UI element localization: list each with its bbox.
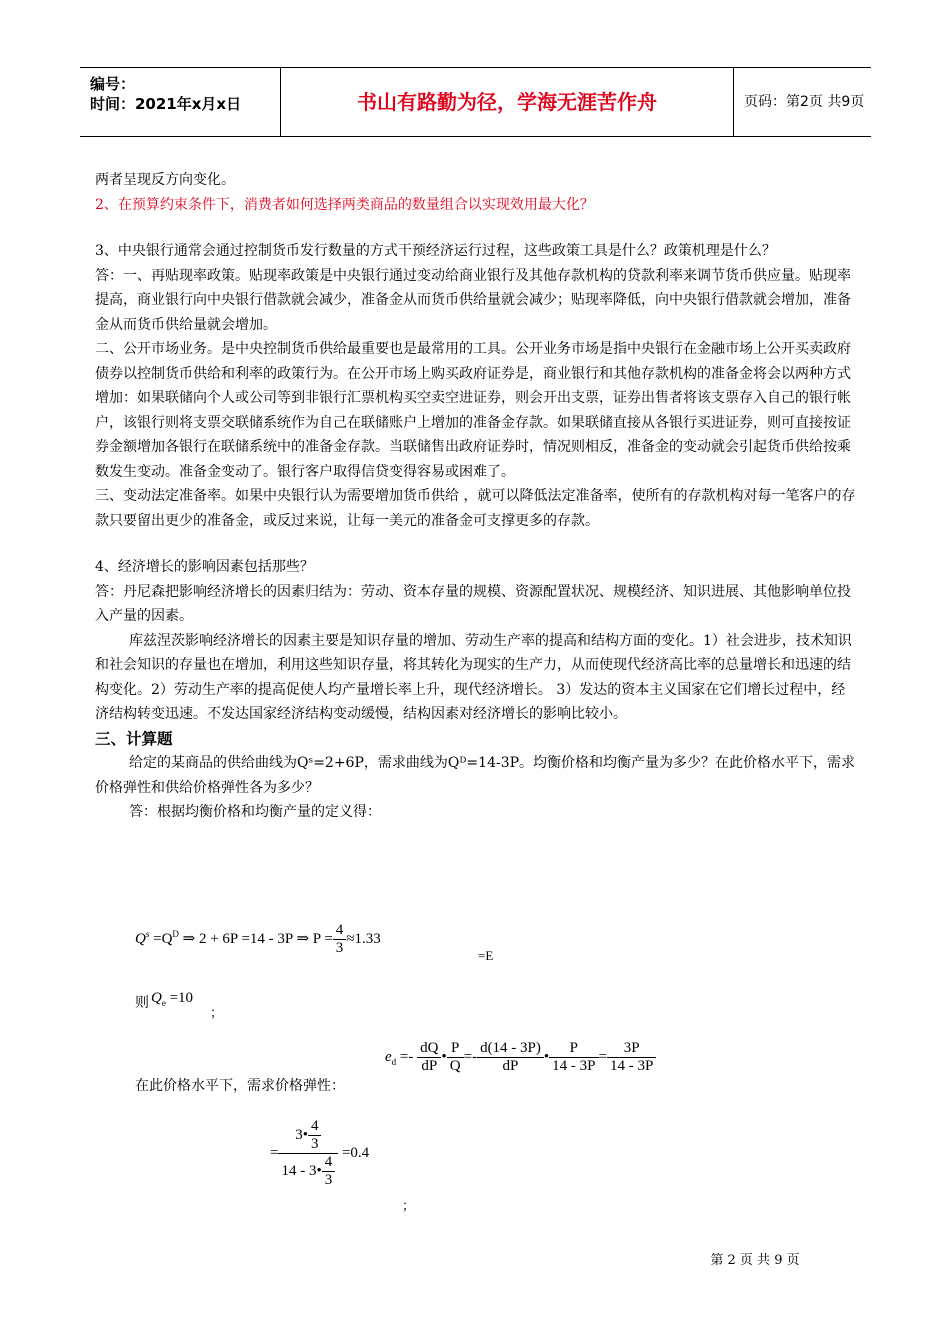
document-body: [95, 168, 857, 825]
answer-4-part-1: 答：丹尼森把影响经济增长的因素归结为：劳动、资本存量的规模、资源配置状况、规模经济、知识进展、其他影响单位投入产量的因素。: [95, 583, 851, 624]
page-header: [80, 67, 871, 137]
calc-question: 给定的某商品的供给曲线为Qˢ=2+6P，需求曲线为Qᴰ=14-3P。均衡价格和均衡产量为多少？在此价格水平下，需求价格弹性和供给价格弹性各为多少？: [95, 755, 856, 796]
paragraph: 两者呈现反方向变化。: [95, 172, 235, 188]
answer-3-part-3: 三、变动法定准备率。如果中央银行认为需要增加货币供给 ，就可以降低法定准备率，使所有的存款机构对每一笔客户的存款只要留出更少的准备金，或反过来说，让每一美元的准备金可支撑更多的存款。: [95, 488, 856, 529]
question-4: 4、经济增长的影响因素包括那些？: [95, 559, 314, 575]
question-3: 3、中央银行通常会通过控制货币发行数量的方式干预经济运行过程，这些政策工具是什么？政策机理是什么？: [95, 243, 776, 259]
question-2: 2、在预算约束条件下，消费者如何选择两类商品的数量组合以实现效用最大化？: [95, 196, 594, 213]
equilibrium-label: =E: [478, 948, 494, 963]
elasticity-result: = 3• $\frac{4}{3}$ 14 - 3• $\frac{4}{3}$ =0.4: [270, 1118, 370, 1188]
elasticity-formula: $e_d$ =- $\frac{dQ}{dP}$ • $\frac{P}{Q}$ =- $\frac{d(14 - 3P)}{dP}$ • $\frac{P}{14 - 3P}$ = $\frac{3P}{14 - 3P}$: [385, 1040, 656, 1075]
semicolon: ；: [402, 1198, 416, 1213]
equilibrium-quantity: $Q_e =10$: [151, 990, 194, 1008]
page-number-label: 页码：第2页 共9页: [744, 94, 865, 110]
semicolon: ；: [210, 1005, 224, 1020]
answer-3-part-1: 答：一、再贴现率政策。贴现率政策是中央银行通过变动给商业银行及其他存款机构的贷款利率来调节货币供应量。贴现率提高，商业银行向中央银行借款就会减少，准备金从而货币供给量就会减少；贴现率降低，向中央银行借款就会增加，准备金从而货币供给量就会增加。: [95, 267, 851, 333]
time-label: 时间：2021年x月x日: [90, 95, 242, 113]
then-label: 则: [135, 995, 149, 1011]
answer-3-part-2: 二、公开市场业务。是中央控制货币供给最重要也是最常用的工具。公开业务市场是指中央银行在金融市场上公开买卖政府债券以控制货币供给和利率的政策行为。在公开市场上购买政府证券是，商业银行和其他存款机构的准备金将会以两种方式增加：如果联储向个人或公司等到非银行汇票机构买空卖空进证券，则会开出支票，证券出售者将该支票存入自己的银行帐户，该银行则将支票交联储系统作为自己在联储账户上增加的准备金存款。如果联储直接从各银行买进证券，则可直接按证券金额增加各银行在联储系统中的准备金存款。当联储售出政府证券时，情况则相反，准备金的变动就会引起货币供给按乘数发生变动。准备金变动了。银行客户取得信贷变得容易或困难了。: [95, 341, 851, 480]
header-motto: 书山有路勤为径，学海无涯苦作舟: [281, 68, 734, 136]
answer-4-part-2: 库兹涅茨影响经济增长的因素主要是知识存量的增加、劳动生产率的提高和结构方面的变化。1）社会进步，技术知识和社会知识的存量也在增加，利用这些知识存量，将其转化为现实的生产力，从而使现代经济高比率的总量增长和迅速的结构变化。2）劳动生产率的提高促使人均产量增长率上升，现代经济增长。 3）发达的资本主义国家在它们增长过程中，经济结构转变迅速。不发达国家经济结构变动缓慢，结构因素对经济增长的影响比较小。: [95, 632, 852, 722]
footer-page-number: 第 2 页 共 9 页: [710, 1253, 800, 1268]
page-footer: [0, 1249, 950, 1268]
section-heading: 三、计算题: [95, 729, 173, 748]
calc-answer-intro: 答：根据均衡价格和均衡产量的定义得：: [129, 804, 381, 820]
number-label: 编号：: [90, 75, 136, 93]
equilibrium-equation: $Q^s =Q^D$ ⇒ 2 + 6P =14 - 3P ⇒ P = $\frac{4}{3}$ ≈1.33: [135, 922, 381, 956]
header-info-cell: [80, 68, 281, 136]
elasticity-label: 在此价格水平下，需求价格弹性：: [135, 1078, 345, 1094]
